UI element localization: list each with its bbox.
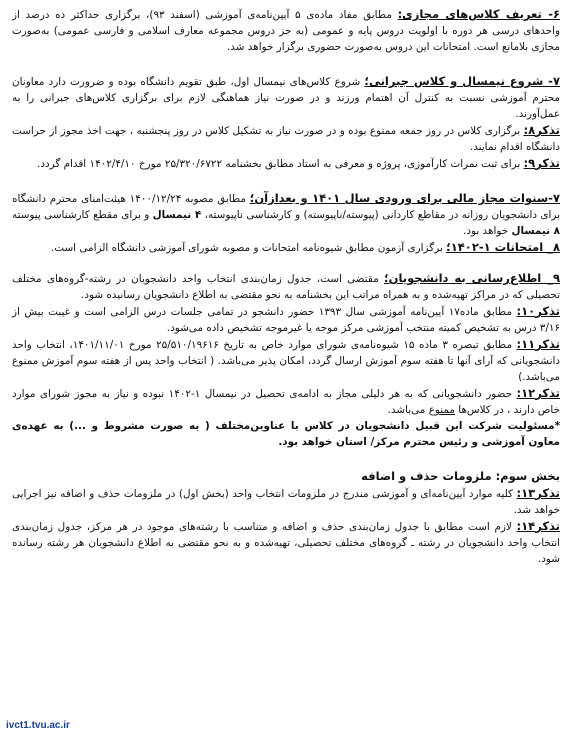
section-9-title: ۹_ اطلاع‌رسانی به دانشجویان؛ bbox=[384, 271, 560, 285]
note-9 bbox=[12, 155, 560, 172]
section-7a bbox=[12, 73, 560, 122]
section-7b-title: ۷-سنوات مجاز مالی برای ورودی سال ۱۴۰۱ و بعدازآن؛ bbox=[249, 191, 560, 205]
note-9-body: برای ثبت نمرات کارآموزی، پروژه و معرفی به استاد مطابق بخشنامه ۲۵/۳۲۰/۶۷۲۲ مورخ ۱۴۰۲/۴/۱۰ اقدام گردد. bbox=[37, 158, 521, 170]
note-11 bbox=[12, 336, 560, 385]
note-8-body: برگزاری کلاس در روز جمعه ممنوع بوده و در صورت نیاز به تشکیل کلاس در روز پنجشنبه ، جهت اخذ مجوز از حراست دانشگاه اقدام نمایند. bbox=[12, 125, 560, 153]
section-8 bbox=[12, 239, 560, 256]
section-6 bbox=[12, 6, 560, 55]
note-9-label: تذکر۹: bbox=[523, 156, 560, 170]
note-13 bbox=[12, 485, 560, 518]
section-7a-title: ۷- شروع نیمسال و کلاس جبرانی؛ bbox=[364, 74, 560, 88]
note-12-body-b: می‌باشد. bbox=[387, 404, 426, 416]
section-8-title: ۸_ امتحانات ۱-۱۴۰۲؛ bbox=[446, 240, 560, 254]
note-13-label: تذکر۱۳: bbox=[516, 486, 560, 500]
part-3-title: بخش سوم: ملزومات حذف و اضافه bbox=[361, 469, 560, 483]
section-6-body: مطابق مفاد ماده‌ی ۵ آیین‌نامه‌ی آموزشی (اسفند ۹۳)، برگزاری حداکثر ده درصد از واحدهای درسی هر دوره با اولویت دروس پایه و عمومی (به جز دروس مجموعه معارف اسلامی و فارسی عمومی) به‌صورت مجازی بلامانع است. امتحانات این دروس به‌صورت حضوری برگزار خواهد شد. bbox=[12, 9, 560, 53]
section-7b-body-b: و برای مقطع کارشناسی پیوسته bbox=[12, 209, 150, 221]
section-9 bbox=[12, 270, 560, 303]
note-14 bbox=[12, 518, 560, 567]
part-3-heading bbox=[12, 468, 560, 485]
note-10-label: تذکر۱۰: bbox=[516, 304, 560, 318]
section-9-body: مقتضی است، جدول زمان‌بندی انتخاب واحد دانشجویان در رشته-گروه‌های مختلف تحصیلی که در مراکز تهیه‌شده و به همراه مراتب این بخشنامه به نحو مقتضی به اطلاع دانشجویان رسانیده شود. bbox=[12, 273, 560, 301]
responsibility-note: *مسئولیت شرکت این قبیل دانشجویان در کلاس با عناوین‌مختلف ( به صورت مشروط و ...) به عهده‌ی معاون آموزشی و رئیس محترم مرکز/ استان خواهد بود. bbox=[12, 420, 560, 448]
note-13-body: کلیه موارد آیین‌نامه‌ای و آموزشی مندرج در ملزومات انتخاب واحد (بخش اول) در ملزومات حذف و اضافه نیز اجرایی خواهد شد. bbox=[12, 488, 560, 516]
section-7b-bold-a: ۴ نیمسال bbox=[152, 209, 202, 221]
section-6-title: ۶- تعریف کلاس‌های مجازی: bbox=[397, 7, 560, 21]
note-12-body-a: حضور دانشجویانی که به هر دلیلی مجاز به ادامه‌ی تحصیل در نیمسال ۱-۱۴۰۲ نبوده و نیاز به مجوز شورای موارد خاص دارند ، در کلاس‌ها bbox=[12, 388, 560, 416]
note-8-label: تذکر۸: bbox=[523, 123, 560, 137]
note-12-underlined: ممنوع bbox=[428, 404, 455, 416]
section-7b-bold-b: ۸ نیمسال bbox=[511, 225, 560, 237]
note-12-label: تذکر۱۲: bbox=[516, 386, 560, 400]
section-7b-body-a: مطابق مصوبه ۱۴۰۰/۱۲/۲۴ هیئت‌امنای محترم دانشگاه برای دانشجویان روزانه در مقاطع کاردانی (پیوسته/ناپیوسته) و کارشناسی ناپیوسته، bbox=[12, 193, 560, 221]
section-7b bbox=[12, 190, 560, 239]
note-11-label: تذکر۱۱: bbox=[516, 337, 560, 351]
section-7b-body-c: خواهد بود. bbox=[463, 225, 509, 237]
note-14-body: لازم است مطابق با جدول زمان‌بندی حذف و اضافه و متناسب با رشته‌های موجود در هر مرکز، جدول زمان‌بندی انتخاب واحد دانشجویان در رشته ـ گروه‌های مختلف تحصیلی، تهیه‌شده و به نحو مقتضی به اطلاع دانشجویان هر رشته رسانده شود. bbox=[12, 521, 560, 565]
section-8-body: برگزاری آزمون مطابق شیوه‌نامه امتحانات و مصوبه شورای آموزشی دانشگاه الزامی است. bbox=[50, 242, 443, 254]
section-7a-body: شروع کلاس‌های نیمسال اول، طبق تقویم دانشگاه بوده و ضرورت دارد معاونان محترم آموزشی نسبت به کنترل آن اهتمام ورزند و در صورت نیاز هماهنگی لازم برای برگزاری کلاس‌های جبرانی را به عمل‌آورند. bbox=[12, 76, 560, 120]
note-10-body: مطابق ماده۱۷ آیین‌نامه آموزشی سال ۱۳۹۳ حضور دانشجو در تمامی جلسات درس الزامی است و غیبت بیش از ۳/۱۶ درس به تشخیص کمیته منتخب آموزشی مرکز موجه یا غیرموجه تشخیص داده می‌شود. bbox=[12, 306, 560, 334]
footer-url[interactable]: ivct1.tvu.ac.ir bbox=[0, 719, 116, 733]
note-12 bbox=[12, 385, 560, 418]
note-10 bbox=[12, 303, 560, 336]
note-14-label: تذکر۱۴: bbox=[516, 519, 560, 533]
note-11-body: مطابق تبصره ۳ ماده ۱۵ شیوه‌نامه‌ی شورای موارد خاص به تاریخ ۲۵/۵۱۰/۱۹۶۱۶ مورخ ۱۴۰۱/۱۱/۰۱، انتخاب واحد دانشجویانی که آرای آنها تا هفته سوم آموزش ارسال گردد، امکان پذیر می‌باشد. ( انتخاب واحد پس از هفته سوم آموزش ممنوع می‌باشد.) bbox=[12, 339, 560, 383]
note-8 bbox=[12, 122, 560, 155]
